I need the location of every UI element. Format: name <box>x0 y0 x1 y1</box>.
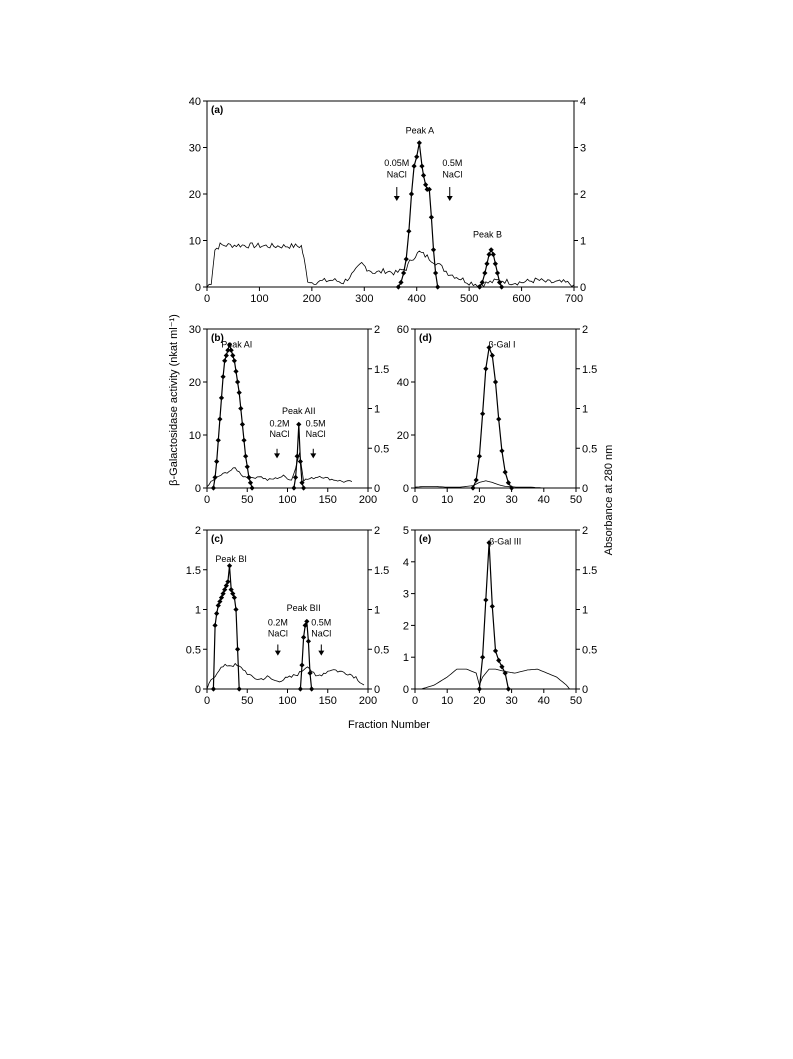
panel-b-y2-tick-label: 0.5 <box>374 443 390 456</box>
panel-c-activity-line-2 <box>300 621 311 689</box>
panel-c-activity-marker <box>306 639 311 644</box>
panel-e-label: (e) <box>419 534 432 545</box>
panel-e-y2-tick-label: 0.5 <box>582 644 598 657</box>
panel-e-y-tick-label: 4 <box>402 556 409 569</box>
panel-d-y-tick-label: 20 <box>396 430 409 442</box>
panel-a-activity-marker <box>396 284 401 289</box>
panel-b-activity-marker <box>246 475 251 480</box>
panel-e-x-tick-label: 10 <box>441 695 454 707</box>
panel-a-annotation: NaCl <box>442 169 463 180</box>
panel-b-activity-marker <box>217 417 222 422</box>
panel-a-activity-marker <box>493 261 498 266</box>
panel-a-x-tick-label: 0 <box>203 293 211 305</box>
panel-a-x-tick-label: 400 <box>407 293 426 305</box>
panel-c-y2-tick-label: 1 <box>374 604 381 617</box>
panel-b-activity-marker <box>248 480 253 485</box>
panel-b-activity-marker <box>211 485 216 490</box>
panel-b-activity-marker <box>219 395 224 400</box>
panel-b-activity-marker <box>238 406 243 411</box>
panel-b-activity-marker <box>245 464 250 469</box>
panel-d-activity-marker <box>506 480 511 485</box>
panel-b-x-tick-label: 50 <box>241 494 254 506</box>
panel-b-activity-marker <box>243 454 248 459</box>
panel-d-activity-marker <box>483 366 488 371</box>
panel-a-y-tick-label: 10 <box>188 235 201 248</box>
panel-b-y2-tick-label: 0 <box>374 483 381 495</box>
panel-b-activity-marker <box>235 379 240 384</box>
panel-d-y2-tick-label: 2 <box>582 324 589 336</box>
panel-b-activity-marker <box>301 485 306 490</box>
panel-a-activity-marker <box>480 280 485 285</box>
panel-e-y2-tick-label: 1.5 <box>582 564 598 577</box>
panel-b-activity-marker <box>241 438 246 443</box>
panel-c-activity-marker <box>214 611 219 616</box>
panel-c-activity-marker <box>235 647 240 652</box>
panel-d-activity-line-1 <box>473 348 512 488</box>
panel-a-activity-marker <box>499 284 504 289</box>
panel-d-y2-tick-label: 0 <box>582 483 589 495</box>
panel-b-activity-marker <box>214 459 219 464</box>
panel-b-annotation: NaCl <box>269 429 290 440</box>
panel-c-arrow-head <box>275 651 281 656</box>
panel-e <box>403 525 597 707</box>
panel-e-activity-marker <box>499 664 504 669</box>
panel-d-y2-tick-label: 0.5 <box>582 443 598 456</box>
panel-b-absorbance-line <box>207 453 352 487</box>
panel-c-y2-tick-label: 1.5 <box>374 564 390 577</box>
panel-a-y2-tick-label: 2 <box>580 189 587 201</box>
panel-c <box>186 525 390 707</box>
panel-b-activity-marker <box>298 459 303 464</box>
panel-a-activity-marker <box>491 252 496 257</box>
panel-b <box>189 324 390 506</box>
panel-a-activity-marker <box>495 270 500 275</box>
panel-c-activity-marker <box>237 686 242 691</box>
panel-b-activity-marker <box>249 485 254 490</box>
panel-e-annotation: β-Gal III <box>489 536 522 547</box>
panel-a-activity-marker <box>419 164 424 169</box>
panel-b-annotation: Peak AI <box>221 339 253 350</box>
panel-e-activity-marker <box>483 597 488 602</box>
panel-e-x-tick-label: 50 <box>569 695 583 707</box>
panel-c-activity-marker <box>227 563 232 568</box>
panel-d-x-tick-label: 40 <box>537 494 550 506</box>
panel-d-activity-marker <box>474 477 479 482</box>
panel-c-arrow-head <box>318 651 324 656</box>
panel-b-activity-marker <box>296 422 301 427</box>
y-right-axis-title: Absorbance at 280 nm <box>603 444 615 556</box>
panel-b-annotation: NaCl <box>305 429 326 440</box>
panel-b-y2-tick-label: 1.5 <box>374 363 390 376</box>
panel-d-x-tick-label: 30 <box>505 494 518 506</box>
panel-a-activity-marker <box>409 191 414 196</box>
panel-c-y2-tick-label: 0 <box>374 684 381 696</box>
panel-c-label: (c) <box>211 534 224 545</box>
panel-a-annotation: 0.5M <box>442 158 463 169</box>
panel-a-annotation: Peak B <box>472 229 503 240</box>
panel-e-x-tick-label: 40 <box>537 695 550 707</box>
panel-c-y-tick-label: 1 <box>194 604 201 617</box>
panel-e-frame <box>415 530 576 689</box>
panel-b-activity-marker <box>237 390 242 395</box>
panel-a-activity-marker <box>406 229 411 234</box>
panel-a-y2-tick-label: 0 <box>580 282 587 294</box>
panel-e-y-tick-label: 3 <box>402 588 409 601</box>
panel-a-activity-marker <box>489 247 494 252</box>
panel-a-x-tick-label: 600 <box>512 293 531 305</box>
panel-e-activity-marker <box>496 658 501 663</box>
panel-c-activity-marker <box>298 686 303 691</box>
panel-a-activity-marker <box>411 164 416 169</box>
panel-a-activity-marker <box>414 154 419 159</box>
panel-a-activity-marker <box>417 140 422 145</box>
panel-b-x-tick-label: 150 <box>318 494 337 506</box>
panel-b-y-tick-label: 30 <box>188 324 201 336</box>
panel-a-x-tick-label: 700 <box>564 293 584 305</box>
panel-c-x-tick-label: 0 <box>203 695 211 707</box>
panel-a-activity-marker <box>484 261 489 266</box>
panel-c-y-tick-label: 0.5 <box>185 644 201 657</box>
panel-c-x-tick-label: 150 <box>318 695 337 707</box>
panel-d-activity-marker <box>493 379 498 384</box>
panel-c-y-tick-label: 1.5 <box>185 564 201 577</box>
panel-a-y2-tick-label: 1 <box>580 235 587 248</box>
panel-b-activity-marker <box>233 369 238 374</box>
panel-d-label: (d) <box>419 333 432 344</box>
panel-b-activity-marker <box>212 475 217 480</box>
panel-d-y2-tick-label: 1.5 <box>582 363 598 376</box>
panel-c-annotation: NaCl <box>311 628 332 639</box>
panel-c-annotation: 0.2M <box>267 617 288 628</box>
panel-c-y-tick-label: 2 <box>194 525 201 537</box>
panel-b-arrow-head <box>310 453 316 458</box>
panel-a-activity-marker <box>401 270 406 275</box>
panel-c-absorbance-line <box>207 664 364 690</box>
panel-e-x-tick-label: 20 <box>473 695 486 707</box>
panel-d <box>397 324 598 506</box>
panel-e-y-tick-label: 0 <box>402 684 409 696</box>
panel-d-y-tick-label: 60 <box>396 324 409 336</box>
panel-a-arrow-head <box>394 196 400 201</box>
panel-a-activity-marker <box>435 284 440 289</box>
panel-a-y-tick-label: 20 <box>188 189 201 201</box>
panel-a-x-tick-label: 500 <box>459 293 479 305</box>
panel-c-y2-tick-label: 0.5 <box>374 644 390 657</box>
panel-b-activity-marker <box>291 485 296 490</box>
panel-b-activity-marker <box>221 374 226 379</box>
panel-a-absorbance-line <box>207 243 574 287</box>
panel-b-y-tick-label: 0 <box>194 483 201 495</box>
panel-b-activity-marker <box>240 422 245 427</box>
panel-e-y2-tick-label: 1 <box>582 604 589 617</box>
panel-b-y2-tick-label: 2 <box>374 324 381 336</box>
panel-d-activity-marker <box>496 417 501 422</box>
panel-a-y-tick-label: 40 <box>188 96 201 108</box>
panel-a-annotation: Peak A <box>405 125 435 136</box>
panel-a-x-tick-label: 200 <box>302 293 322 305</box>
panel-a-y-tick-label: 30 <box>188 142 201 155</box>
panel-a-activity-marker <box>482 270 487 275</box>
panel-c-x-tick-label: 100 <box>278 695 297 707</box>
panel-b-y-tick-label: 10 <box>188 430 201 442</box>
panel-d-activity-marker <box>499 448 504 453</box>
panel-d-x-tick-label: 0 <box>411 494 419 506</box>
panel-e-activity-marker <box>493 648 498 653</box>
panel-c-activity-marker <box>301 635 306 640</box>
panel-d-activity-marker <box>490 353 495 358</box>
y-left-axis-title: β-Galactosidase activity (nkat ml⁻¹) <box>168 314 180 486</box>
panel-e-y2-tick-label: 0 <box>582 684 589 696</box>
panel-e-activity-marker <box>506 686 511 691</box>
panel-c-annotation: Peak BI <box>215 553 247 564</box>
panel-b-annotation: 0.2M <box>269 418 290 429</box>
panel-c-annotation: NaCl <box>267 628 288 639</box>
panel-a-activity-marker <box>477 284 482 289</box>
panel-d-annotation: β-Gal I <box>488 339 516 350</box>
panel-a-label: (a) <box>211 105 224 116</box>
panel-d-y-tick-label: 40 <box>396 377 409 389</box>
panel-d-activity-marker <box>509 485 514 490</box>
panel-e-y2-tick-label: 2 <box>582 525 589 537</box>
panel-b-x-tick-label: 200 <box>358 494 378 506</box>
panel-c-activity-marker <box>307 671 312 676</box>
panel-a-y-tick-label: 0 <box>194 282 201 294</box>
panel-c-activity-marker <box>211 686 216 691</box>
panel-a-annotation: NaCl <box>386 169 407 180</box>
panel-e-y-tick-label: 1 <box>402 652 409 665</box>
panel-b-label: (b) <box>211 333 224 344</box>
panel-c-activity-marker <box>299 663 304 668</box>
panel-b-activity-marker <box>232 358 237 363</box>
panel-c-activity-marker <box>233 607 238 612</box>
panel-c-y-tick-label: 0 <box>194 684 201 696</box>
panel-c-x-tick-label: 200 <box>358 695 378 707</box>
panel-a-x-tick-label: 100 <box>250 293 269 305</box>
panel-d-activity-marker <box>477 454 482 459</box>
panel-b-activity-marker <box>224 353 229 358</box>
panel-a-activity-marker <box>497 280 502 285</box>
panel-c-annotation: 0.5M <box>311 617 332 628</box>
panel-b-annotation: Peak AII <box>282 405 316 416</box>
panel-a-activity-marker <box>429 215 434 220</box>
panel-d-y2-tick-label: 1 <box>582 403 589 416</box>
panel-a-x-tick-label: 300 <box>355 293 374 305</box>
panel-a <box>189 96 586 305</box>
panel-e-x-tick-label: 30 <box>505 695 518 707</box>
panel-b-x-tick-label: 100 <box>278 494 297 506</box>
panel-a-activity-marker <box>423 182 428 187</box>
panel-d-x-tick-label: 10 <box>441 494 454 506</box>
panel-e-activity-marker <box>490 604 495 609</box>
panel-b-activity-marker <box>230 353 235 358</box>
panel-e-y-tick-label: 2 <box>402 620 409 633</box>
panel-e-x-tick-label: 0 <box>411 695 419 707</box>
panel-a-arrow-head <box>447 196 453 201</box>
panel-b-y-tick-label: 20 <box>188 377 201 389</box>
panel-b-x-tick-label: 0 <box>203 494 211 506</box>
panel-b-activity-marker <box>216 438 221 443</box>
panel-c-y2-tick-label: 2 <box>374 525 381 537</box>
panel-d-activity-marker <box>503 470 508 475</box>
panel-d-x-tick-label: 50 <box>569 494 583 506</box>
panel-a-activity-marker <box>421 173 426 178</box>
panel-a-frame <box>207 101 574 287</box>
panel-d-absorbance-line <box>415 481 557 488</box>
panel-d-activity-marker <box>480 411 485 416</box>
panel-b-arrow-head <box>274 453 280 458</box>
panel-c-annotation: Peak BII <box>286 603 321 614</box>
panel-a-activity-marker <box>431 247 436 252</box>
panel-b-y2-tick-label: 1 <box>374 403 381 416</box>
panel-a-y2-tick-label: 4 <box>580 96 587 108</box>
panel-b-annotation: 0.5M <box>305 418 326 429</box>
panel-a-activity-marker <box>433 270 438 275</box>
panel-a-y2-tick-label: 3 <box>580 142 587 155</box>
panel-c-activity-marker <box>212 623 217 628</box>
panel-e-activity-marker <box>480 655 485 660</box>
panel-a-activity-marker <box>404 257 409 262</box>
panel-e-absorbance-line <box>421 669 569 689</box>
panel-d-frame <box>415 329 576 488</box>
panel-a-activity-marker <box>398 280 403 285</box>
x-axis-title: Fraction Number <box>348 719 430 731</box>
panel-b-activity-marker <box>222 358 227 363</box>
panel-d-x-tick-label: 20 <box>473 494 486 506</box>
panel-b-activity-marker <box>293 475 298 480</box>
panel-c-x-tick-label: 50 <box>241 695 254 707</box>
panel-c-activity-marker <box>309 686 314 691</box>
panel-e-y-tick-label: 5 <box>402 525 409 537</box>
panel-d-y-tick-label: 0 <box>402 483 409 495</box>
panel-a-annotation: 0.05M <box>384 158 410 169</box>
panel-e-activity-marker <box>477 686 482 691</box>
